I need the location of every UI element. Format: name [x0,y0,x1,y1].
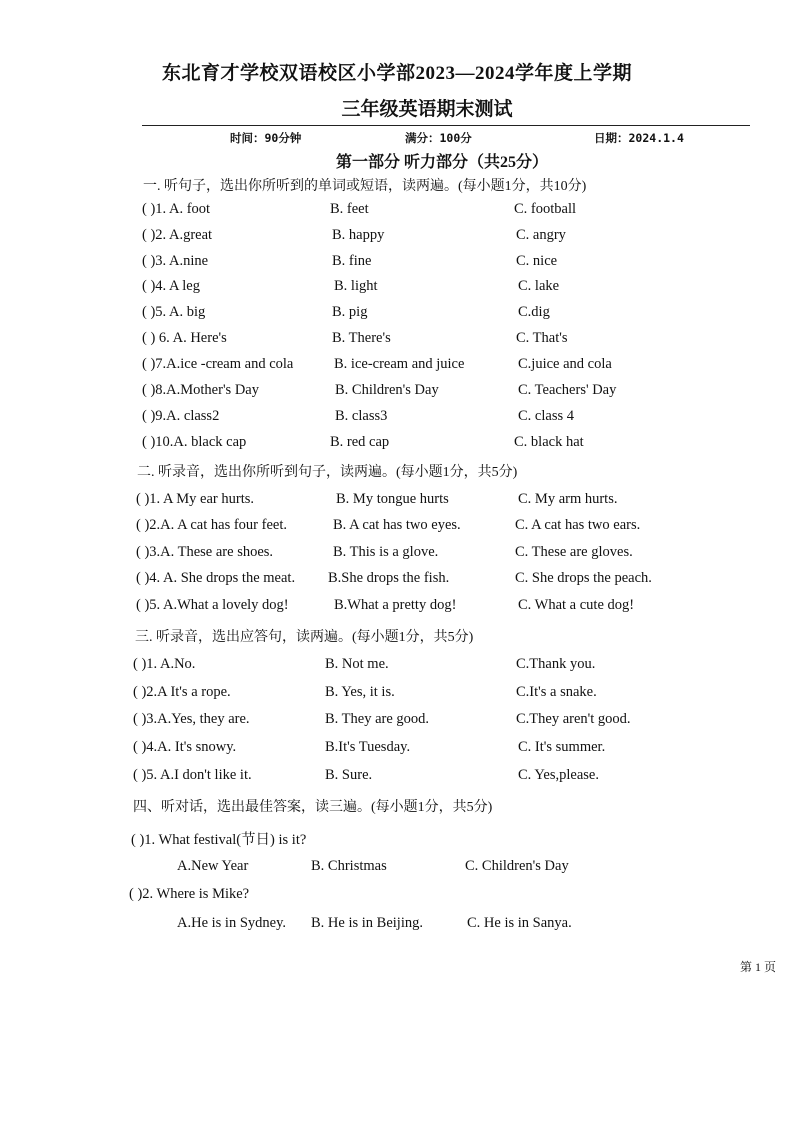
question-row [0,408,794,428]
option-c: C. My arm hurts. [518,491,618,507]
exam-time: 时间：90分钟 [230,131,302,145]
exam-subtitle: 三年级英语期末测试 [341,99,513,120]
question-stem: ( )1. What festival(节日) is it? [131,832,307,848]
options-row [0,915,794,935]
option-b: B. light [334,278,378,294]
option-b: B. happy [332,227,385,243]
option-b: B.She drops the fish. [328,570,450,586]
option-c: C. Teachers' Day [518,382,617,398]
question-row [0,767,794,787]
question-row [0,517,794,537]
option-b: B. Christmas [311,858,387,874]
question-stem: ( )7.A.ice -cream and cola [142,356,294,372]
section4-heading: 四、听对话，选出最佳答案，读三遍。(每小题1分，共5分) [133,800,493,815]
question-stem: ( )9.A. class2 [142,408,220,424]
question-row [0,304,794,324]
option-c: C. lake [518,278,560,294]
option-b: B. He is in Beijing. [311,915,423,931]
page-number: 第 1 页 [740,960,777,974]
question-row [0,227,794,247]
header-rule [142,125,750,126]
question-row [0,491,794,511]
question-row [0,356,794,376]
option-c: C. black hat [514,434,584,450]
option-c: C. He is in Sanya. [467,915,572,931]
question-stem: ( ) 6. A. Here's [142,330,227,346]
question-row [0,656,794,676]
question-row [0,597,794,617]
question-row [0,544,794,564]
section2-heading: 二. 听录音，选出你所听到句子，读两遍。(每小题1分，共5分) [137,465,518,480]
option-c: C. Yes,please. [518,767,599,783]
question-stem: ( )2. Where is Mike? [129,886,250,902]
option-c: C.It's a snake. [516,684,597,700]
question-stem: ( )1. A My ear hurts. [136,491,254,507]
exam-score: 满分：100分 [405,131,472,145]
option-c: C. It's summer. [518,739,606,755]
option-c: C. Children's Day [465,858,569,874]
option-b: B. This is a glove. [333,544,439,560]
option-c: C. A cat has two ears. [515,517,641,533]
exam-date: 日期：2024.1.4 [594,131,684,145]
question-row [0,570,794,590]
option-b: B. A cat has two eyes. [333,517,461,533]
question-stem: ( )4. A leg [142,278,200,294]
option-c: C. She drops the peach. [515,570,652,586]
question-stem: ( )3. A.nine [142,253,209,269]
part1-title: 第一部分 听力部分（共25分） [335,154,548,171]
option-b: B.What a pretty dog! [334,597,457,613]
question-row [0,886,794,906]
question-row [0,330,794,350]
option-b: B. pig [332,304,368,320]
option-c: C. nice [516,253,558,269]
question-row [0,201,794,221]
option-c: C. football [514,201,577,217]
question-stem: ( )1. A. foot [142,201,211,217]
option-c: C.Thank you. [516,656,596,672]
option-b: B. Sure. [325,767,373,783]
option-b: B.It's Tuesday. [325,739,411,755]
question-stem: ( )2.A. A cat has four feet. [136,517,287,533]
question-stem: ( )8.A.Mother's Day [142,382,259,398]
options-row [0,858,794,878]
option-b: B. class3 [335,408,388,424]
option-b: B. Yes, it is. [325,684,395,700]
question-stem: ( )2. A.great [142,227,213,243]
question-stem: ( )4.A. It's snowy. [133,739,237,755]
option-a: A.He is in Sydney. [177,915,287,931]
option-b: B. fine [332,253,372,269]
option-c: C. What a cute dog! [518,597,635,613]
option-b: B. My tongue hurts [336,491,449,507]
option-c: C. class 4 [518,408,574,424]
section1-heading: 一. 听句子，选出你所听到的单词或短语，读两遍。(每小题1分，共10分) [143,179,587,194]
option-b: B. feet [330,201,369,217]
question-row [0,828,794,848]
question-row [0,253,794,273]
question-stem: ( )5. A.I don't like it. [133,767,252,783]
question-stem: ( )1. A.No. [133,656,196,672]
option-c: C. These are gloves. [515,544,633,560]
question-stem: ( )4. A. She drops the meat. [136,570,296,586]
section3-heading: 三. 听录音，选出应答句，读两遍。(每小题1分，共5分) [135,630,474,645]
question-stem: ( )10.A. black cap [142,434,247,450]
option-a: A.New Year [177,858,249,874]
option-b: B. red cap [330,434,390,450]
option-b: B. There's [332,330,391,346]
option-c: C.They aren't good. [516,711,631,727]
option-b: B. Not me. [325,656,389,672]
question-row [0,684,794,704]
option-c: C. angry [516,227,566,243]
question-row [0,434,794,454]
question-row [0,382,794,402]
option-c: C.juice and cola [518,356,612,372]
option-b: B. ice-cream and juice [334,356,465,372]
option-b: B. Children's Day [335,382,439,398]
option-b: B. They are good. [325,711,430,727]
question-row [0,278,794,298]
question-stem: ( )2.A It's a rope. [133,684,231,700]
option-c: C. That's [516,330,568,346]
question-stem: ( )5. A. big [142,304,206,320]
question-row [0,711,794,731]
question-stem: ( )5. A.What a lovely dog! [136,597,289,613]
option-c: C.dig [518,304,550,320]
question-stem: ( )3.A. These are shoes. [136,544,274,560]
exam-title: 东北育才学校双语校区小学部2023—2024学年度上学期 [161,63,632,84]
question-stem: ( )3.A.Yes, they are. [133,711,250,727]
question-row [0,739,794,759]
